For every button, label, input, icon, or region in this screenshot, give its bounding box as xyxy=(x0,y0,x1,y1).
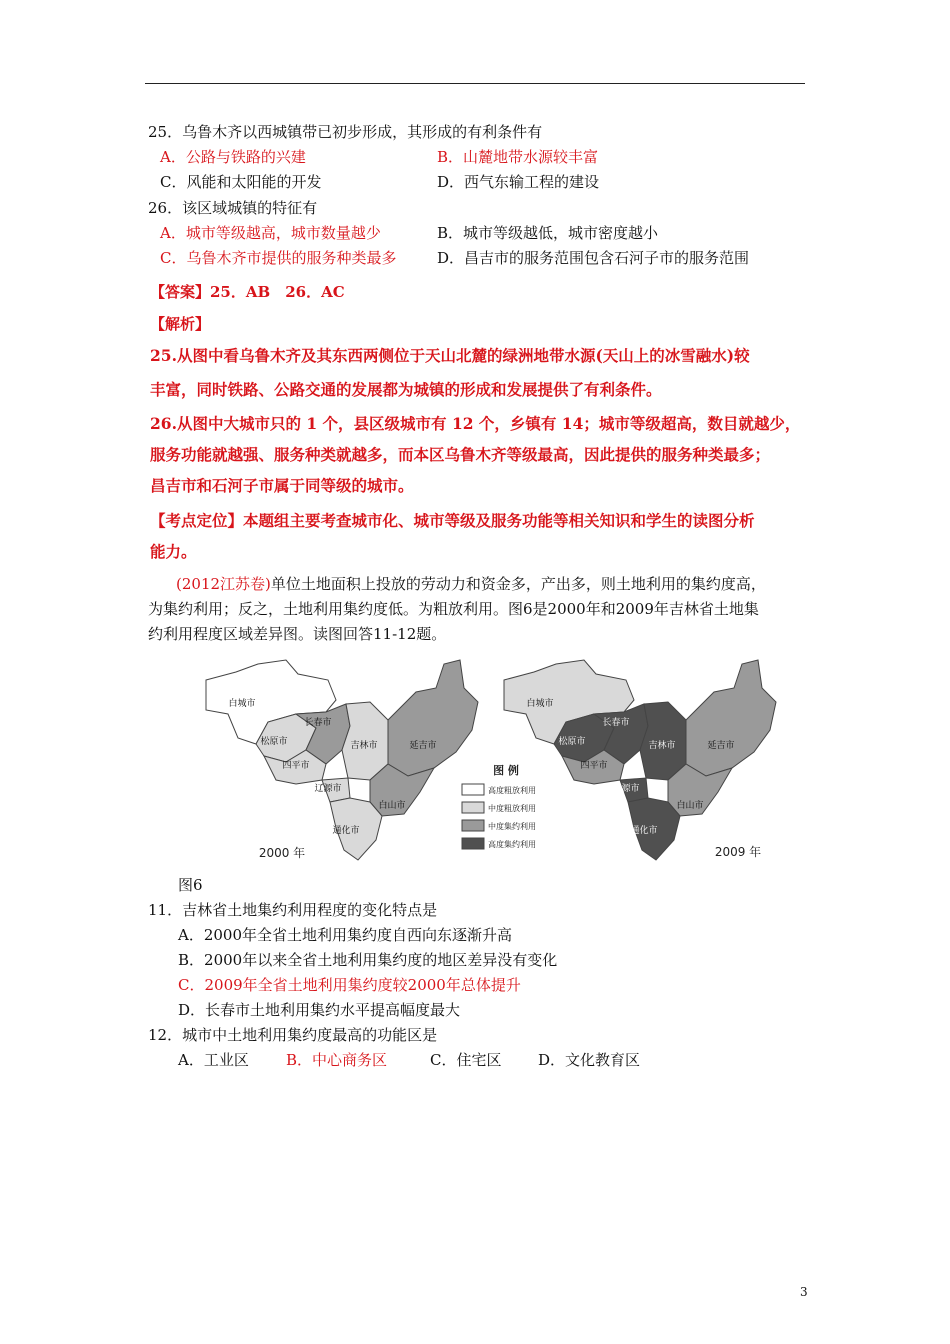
map-legend xyxy=(462,763,536,849)
label-changchun-2009: 长春市 xyxy=(602,718,630,728)
q11-stem: 11．吉林省土地集约利用程度的变化特点是 xyxy=(148,901,438,919)
q25-option-b: B．山麓地带水源较丰富 xyxy=(437,148,599,166)
q12-option-d: D．文化教育区 xyxy=(538,1051,641,1069)
analysis-line: 昌吉市和石河子市属于同等级的城市。 xyxy=(150,476,414,495)
q12-option-c: C．住宅区 xyxy=(430,1051,502,1069)
land-use-map-figure xyxy=(198,652,780,870)
label-siping-2000: 四平市 xyxy=(282,761,310,771)
answer-line: 【答案】25．AB 26．AC xyxy=(150,283,345,301)
analysis-line: 26.从图中大城市只的 1 个，县区级城市有 12 个，乡镇有 14；城市等级超高，数目就越少， xyxy=(150,414,801,433)
header-rule xyxy=(145,83,805,84)
label-yanji-2009: 延吉市 xyxy=(707,741,735,751)
q25-option-d: D．西气东输工程的建设 xyxy=(437,173,600,191)
legend-swatch-high-extensive xyxy=(462,784,484,795)
legend-swatch-high-intensive xyxy=(462,838,484,849)
label-baicheng-2009: 白城市 xyxy=(526,699,554,709)
legend-label: 高度粗放利用 xyxy=(488,786,536,795)
label-baishan-2009: 白山市 xyxy=(676,801,704,811)
legend-label: 高度集约利用 xyxy=(488,840,536,849)
q11-option-b: B．2000年以来全省土地利用集约度的地区差异没有变化 xyxy=(178,951,558,969)
label-baishan-2000: 白山市 xyxy=(378,801,406,811)
label-jilin-2009: 吉林市 xyxy=(648,741,676,751)
q12-option-a: A．工业区 xyxy=(178,1051,249,1069)
label-changchun-2000: 长春市 xyxy=(304,718,332,728)
legend-label: 中度集约利用 xyxy=(488,822,536,831)
intro-line-1 xyxy=(176,573,766,595)
intro-source: (2012江苏卷) xyxy=(176,575,271,593)
legend-swatch-mid-intensive xyxy=(462,820,484,831)
q26-option-d: D．昌吉市的服务范围包含石河子市的服务范围 xyxy=(437,249,750,267)
label-jilin-2000: 吉林市 xyxy=(350,741,378,751)
q26-option-c: C．乌鲁木齐市提供的服务种类最多 xyxy=(160,249,397,267)
label-liaoyuan-2000: 辽源市 xyxy=(314,784,342,794)
q26-option-b: B．城市等级越低，城市密度越小 xyxy=(437,224,659,242)
page-number: 3 xyxy=(800,1285,808,1299)
analysis-line: 服务功能就越强、服务种类就越多，而本区乌鲁木齐等级最高，因此提供的服务种类最多； xyxy=(150,445,771,464)
intro-line-2: 为集约利用；反之，土地利用集约度低。为粗放利用。图6是2000年和2009年吉林省土地集 xyxy=(148,600,759,618)
label-songyuan-2009: 松原市 xyxy=(558,737,586,747)
q25-stem: 25．乌鲁木齐以西城镇带已初步形成，其形成的有利条件有 xyxy=(148,123,543,141)
analysis-line: 25.从图中看乌鲁木齐及其东西两侧位于天山北麓的绿洲地带水源(天山上的冰雪融水)较 xyxy=(150,346,750,365)
label-tonghua-2009: 通化市 xyxy=(630,826,658,836)
label-yanji-2000: 延吉市 xyxy=(409,741,437,751)
legend-swatch-mid-extensive xyxy=(462,802,484,813)
figure-caption: 图6 xyxy=(178,876,203,894)
year-label-2000: 2000 年 xyxy=(258,846,306,860)
q11-option-c: C．2009年全省土地利用集约度较2000年总体提升 xyxy=(178,976,521,994)
q12-option-b: B．中心商务区 xyxy=(286,1051,388,1069)
q11-option-a: A．2000年全省土地利用集约度自西向东逐渐升高 xyxy=(178,926,513,944)
analysis-line: 丰富，同时铁路、公路交通的发展都为城镇的形成和发展提供了有利条件。 xyxy=(150,380,662,399)
year-label-2009: 2009 年 xyxy=(714,845,762,859)
q11-option-d: D．长春市土地利用集约水平提高幅度最大 xyxy=(178,1001,461,1019)
region-yanji xyxy=(388,660,478,776)
label-songyuan-2000: 松原市 xyxy=(260,737,288,747)
legend-label: 中度粗放利用 xyxy=(488,804,536,813)
region-yanji xyxy=(686,660,776,776)
label-liaoyuan-2009: 辽源市 xyxy=(612,784,640,794)
legend-title: 图 例 xyxy=(493,764,519,777)
label-baicheng-2000: 白城市 xyxy=(228,699,256,709)
analysis-line: 能力。 xyxy=(150,542,197,561)
analysis-line: 【考点定位】本题组主要考查城市化、城市等级及服务功能等相关知识和学生的读图分析 xyxy=(150,511,755,530)
label-siping-2009: 四平市 xyxy=(580,761,608,771)
q12-stem: 12．城市中土地利用集约度最高的功能区是 xyxy=(148,1026,438,1044)
analysis-title: 【解析】 xyxy=(150,315,211,333)
intro-line-3: 约利用程度区域差异图。读图回答11-12题。 xyxy=(148,625,447,643)
q25-option-c: C．风能和太阳能的开发 xyxy=(160,173,322,191)
label-tonghua-2000: 通化市 xyxy=(332,826,360,836)
intro-text-1: 单位土地面积上投放的劳动力和资金多，产出多，则土地利用的集约度高， xyxy=(270,575,766,593)
q26-option-a: A．城市等级越高，城市数量越少 xyxy=(160,224,381,242)
q26-stem: 26．该区域城镇的特征有 xyxy=(148,199,318,217)
q25-option-a: A．公路与铁路的兴建 xyxy=(160,148,306,166)
